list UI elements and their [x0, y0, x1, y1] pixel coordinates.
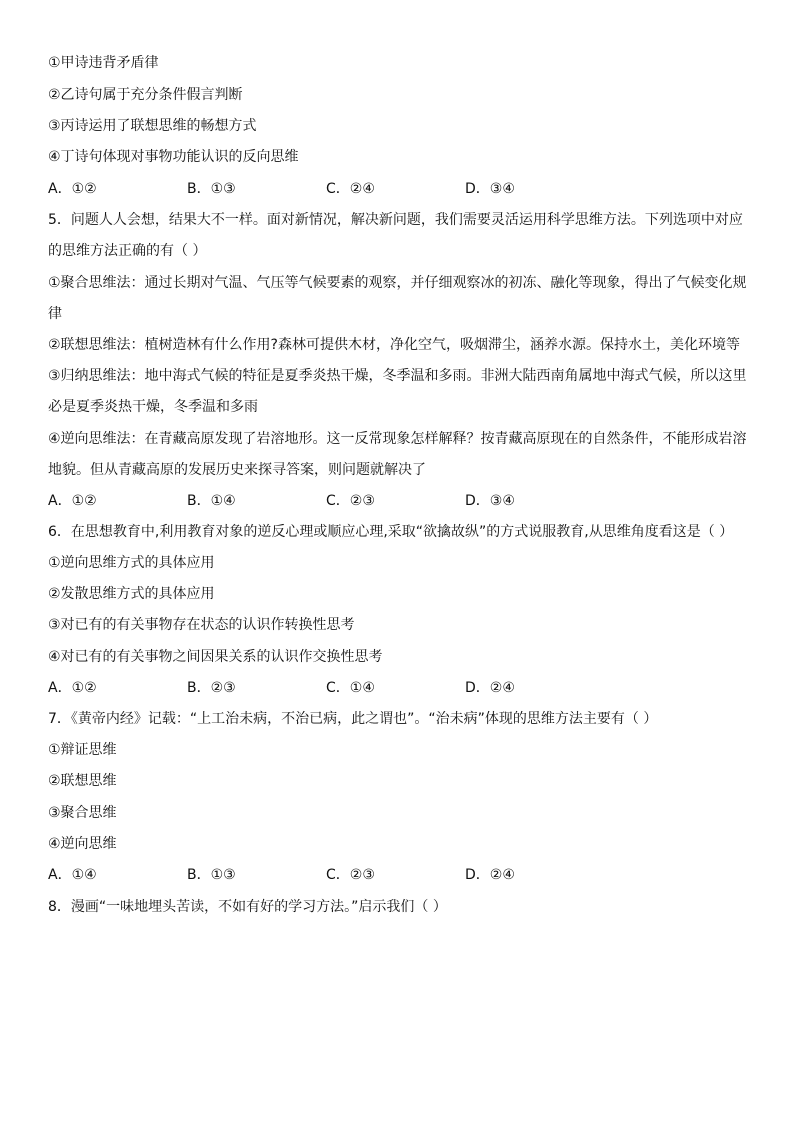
option-d: D．②④ [465, 867, 515, 883]
statement-3: ③丙诗运用了联想思维的畅想方式 [48, 118, 257, 134]
option-a: A．①④ [48, 867, 97, 883]
q6-statement-3: ③对已有的有关事物存在状态的认识作转换性思考 [48, 617, 355, 633]
option-a: A．①② [48, 493, 97, 509]
question-6-stem: 6．在思想教育中,利用教育对象的逆反心理或顺应心理,采取“欲擒故纵”的方式说服教育,从思维角度看这是（ ） [48, 524, 734, 540]
q5-statement-1: ①聚合思维法：通过长期对气温、气压等气候要素的观察，并仔细观察冰的初冻、融化等现象，得出了气候变化规 [48, 275, 747, 291]
statement-1: ①甲诗违背矛盾律 [48, 55, 159, 71]
q6-statement-2: ②发散思维方式的具体应用 [48, 586, 215, 602]
question-8-stem: 8．漫画“一味地埋头苦读，不如有好的学习方法。”启示我们（ ） [48, 899, 447, 915]
statement-2: ②乙诗句属于充分条件假言判断 [48, 87, 243, 103]
options-q6 [48, 678, 748, 698]
question-5-stem: 5．问题人人会想，结果大不一样。面对新情况，解决新问题，我们需要灵活运用科学思维方法。下列选项中对应 [48, 212, 743, 228]
options-q4 [48, 179, 748, 199]
q5-statement-2: ②联想思维法：植树造林有什么作用?森林可提供木材，净化空气，吸烟滞尘，涵养水源。保持水土，美化环境等 [48, 337, 740, 353]
q5-statement-3: ③归纳思维法：地中海式气候的特征是夏季炎热干燥，冬季温和多雨。非洲大陆西南角属地中海式气候，所以这里 [48, 368, 747, 384]
option-b: B．①④ [187, 493, 236, 509]
q7-statement-4: ④逆向思维 [48, 836, 117, 852]
q6-statement-1: ①逆向思维方式的具体应用 [48, 555, 215, 571]
options-q5 [48, 491, 748, 511]
option-a: A．①② [48, 680, 97, 696]
q7-statement-1: ①辩证思维 [48, 742, 117, 758]
option-c: C．②③ [326, 867, 375, 883]
option-b: B．②③ [187, 680, 236, 696]
q6-statement-4: ④对已有的有关事物之间因果关系的认识作交换性思考 [48, 649, 383, 665]
question-5-stem-cont: 的思维方法正确的有（ ） [48, 243, 207, 259]
q5-statement-1-cont: 律 [48, 306, 62, 322]
statement-4: ④丁诗句体现对事物功能认识的反向思维 [48, 149, 299, 165]
option-b: B．①③ [187, 867, 236, 883]
option-a: A．①② [48, 181, 97, 197]
option-d: D．③④ [465, 493, 515, 509]
q7-statement-3: ③聚合思维 [48, 805, 117, 821]
question-7-stem: 7．《黄帝内经》记载：“上工治未病，不治已病，此之谓也”。“治未病”体现的思维方法主要有（ ） [48, 711, 658, 727]
q5-statement-4-cont: 地貌。但从青藏高原的发展历史来探寻答案，则问题就解决了 [48, 462, 426, 478]
option-d: D．②④ [465, 680, 515, 696]
q5-statement-4: ④逆向思维法：在青藏高原发现了岩溶地形。这一反常现象怎样解释？按青藏高原现在的自然条件，不能形成岩溶 [48, 431, 747, 447]
q5-statement-3-cont: 必是夏季炎热干燥，冬季温和多雨 [48, 399, 258, 415]
option-b: B．①③ [187, 181, 236, 197]
option-d: D．③④ [465, 181, 515, 197]
option-c: C．②③ [326, 493, 375, 509]
options-q7 [48, 865, 748, 885]
option-c: C．①④ [326, 680, 375, 696]
q7-statement-2: ②联想思维 [48, 773, 117, 789]
option-c: C．②④ [326, 181, 375, 197]
